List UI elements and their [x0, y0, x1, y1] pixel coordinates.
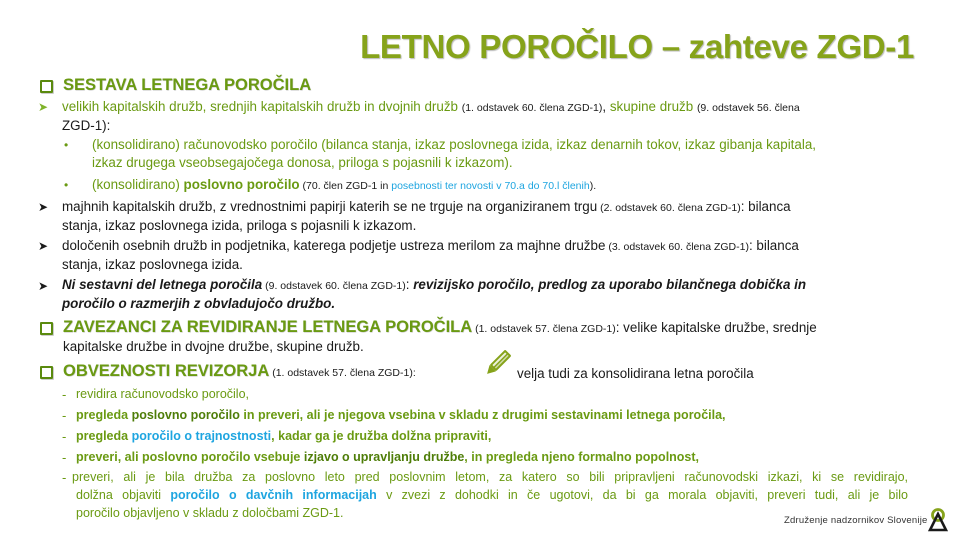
- checkbox-bullet-icon: [40, 366, 53, 379]
- punctuation: :: [405, 277, 414, 292]
- obveznost-pregleda-poslovno: [76, 408, 726, 422]
- legal-reference: (70. člen ZGD-1 in: [299, 180, 392, 192]
- legal-reference: (1. odstavek 57. člena ZGD-1):: [269, 367, 416, 379]
- checkbox-bullet-icon: [40, 80, 53, 93]
- item-text: majhnih kapitalskih družb, z vrednostnimi papirji katerih se ne trguje na organiziranem trgu: [62, 199, 598, 214]
- dash-bullet-icon: -: [62, 387, 67, 402]
- organization-logo-icon: [928, 508, 948, 532]
- item-text-end: : bilanca: [740, 199, 791, 214]
- item-text: , kadar ga je družba dolžna pripraviti,: [271, 429, 492, 443]
- bold-italic-text: revizijsko poročilo, predlog za uporabo bilančnega dobička in: [413, 277, 807, 292]
- section-obveznosti: [63, 362, 416, 381]
- legal-reference: (3. odstavek 60. člena ZGD-1): [605, 241, 749, 253]
- dash-bullet-icon: -: [62, 470, 67, 485]
- sub-item-poslovno-porocilo: [92, 177, 596, 192]
- list-item-osebne-druzbe-cont: stanja, izkaz poslovnega izida.: [62, 257, 243, 272]
- dash-bullet-icon: -: [62, 429, 67, 444]
- arrow-bullet-icon: ➤: [38, 100, 49, 114]
- item-text: dolžna objaviti: [76, 488, 171, 502]
- obveznost-revidira: revidira računovodsko poročilo,: [76, 387, 250, 401]
- obveznost-izjava-o-upravljanju: [76, 450, 699, 464]
- list-item-majhne-druzbe: [62, 199, 791, 214]
- item-text-skupine: skupine družb: [609, 99, 694, 114]
- list-item-ni-sestavni-del: [62, 277, 806, 292]
- obveznost-davcne-informacije-end: poročilo objavljeno v skladu z določbami ZGD-1.: [76, 506, 344, 520]
- list-item-osebne-druzbe: [62, 238, 799, 253]
- sub-item-racunovodsko-porocilo: (konsolidirano) računovodsko poročilo (bilanca stanja, izkaz poslovnega izida, izkaz denarnih tokov, izkaz gibanja kapitala,: [92, 137, 816, 152]
- obveznost-davcne-informacije: preveri, ali je bila družba za poslovno leto pred poslovnim letom, za katero so bili pripravljeni računovodski izkazi, ki se revidirajo,: [72, 470, 908, 484]
- section-zavezanci: [63, 318, 817, 337]
- section-zavezanci-cont: kapitalske družbe in dvojne družbe, skupine družb.: [63, 339, 364, 354]
- section-heading-zavezanci: ZAVEZANCI ZA REVIDIRANJE LETNEGA POROČILA: [63, 318, 473, 336]
- punctuation: ).: [589, 180, 597, 192]
- item-text: v zvezi z dohodki in če ugotovi, da bi ga morala objaviti, preveri tudi, ali je bilo: [376, 488, 909, 502]
- sub-item-racunovodsko-porocilo-cont: izkaz drugega vseobsegajočega donosa, priloga s pojasnili k izkazom).: [92, 155, 513, 170]
- legal-reference: (9. odstavek 60. člena ZGD-1): [262, 280, 406, 292]
- section-heading-obveznosti: OBVEZNOSTI REVIZORJA: [63, 362, 270, 380]
- bold-term: poslovno poročilo: [131, 408, 240, 422]
- arrow-bullet-icon: ➤: [38, 239, 49, 253]
- obveznost-davcne-informacije-cont: [76, 488, 908, 502]
- section-heading-sestava: SESTAVA LETNEGA POROČILA: [63, 76, 312, 94]
- link-porocilo-o-davcnih-informacijah[interactable]: poročilo o davčnih informacijah: [170, 488, 377, 502]
- arrow-bullet-icon: ➤: [38, 279, 49, 293]
- dot-bullet-icon: •: [64, 178, 69, 192]
- arrow-bullet-icon: ➤: [38, 200, 49, 214]
- item-text-end: : bilanca: [748, 238, 799, 253]
- link-porocilo-o-trajnostnosti[interactable]: poročilo o trajnostnosti: [131, 429, 272, 443]
- section-text: : velike kapitalske družbe, srednje: [615, 320, 817, 335]
- item-text: in preveri, ali je njegova vsebina v skladu z drugimi sestavinami letnega poročila,: [239, 408, 726, 422]
- legal-reference-continued: ZGD-1):: [62, 118, 111, 133]
- legal-reference: (9. odstavek 56. člena: [696, 102, 800, 114]
- legal-reference: (2. odstavek 60. člena ZGD-1): [597, 202, 741, 214]
- item-text: preveri, ali poslovno poročilo vsebuje: [76, 450, 304, 464]
- item-text: določenih osebnih družb in podjetnika, katerega podjetje ustreza merilom za majhne družbe: [62, 238, 606, 253]
- link-posebnosti[interactable]: posebnosti ter novosti v 70.a do 70.l členih: [391, 180, 590, 192]
- pencil-icon: [483, 350, 511, 378]
- obveznost-pregleda-trajnostnost: [76, 429, 491, 443]
- item-text: pregleda: [76, 429, 132, 443]
- legal-reference: (1. odstavek 57. člena ZGD-1): [472, 323, 616, 335]
- bold-italic-text: Ni sestavni del letnega poročila: [62, 277, 263, 292]
- item-text: (konsolidirano): [92, 177, 184, 192]
- dash-bullet-icon: -: [62, 408, 67, 423]
- item-text: pregleda: [76, 408, 132, 422]
- separator: ,: [602, 99, 610, 114]
- konsolidirana-note: velja tudi za konsolidirana letna poročila: [517, 366, 754, 381]
- slide-title: LETNO POROČILO – zahteve ZGD-1: [360, 28, 914, 65]
- list-item-velike-druzbe: [62, 99, 800, 114]
- list-item-majhne-druzbe-cont: stanja, izkaz poslovnega izida, priloga s pojasnili k izkazom.: [62, 218, 417, 233]
- item-text: , in pregleda njeno formalno popolnost,: [464, 450, 700, 464]
- dash-bullet-icon: -: [62, 450, 67, 465]
- item-text: velikih kapitalskih družb, srednjih kapitalskih družb in dvojnih družb: [62, 99, 458, 114]
- bold-term: poslovno poročilo: [183, 177, 300, 192]
- organization-name: Združenje nadzornikov Slovenije: [784, 515, 928, 526]
- legal-reference: (1. odstavek 60. člena ZGD-1): [461, 102, 603, 114]
- bold-italic-text: poročilo o razmerjih z obvladujočo družbo.: [62, 296, 336, 311]
- dot-bullet-icon: •: [64, 138, 69, 152]
- list-item-ni-sestavni-del-cont: [62, 296, 335, 311]
- checkbox-bullet-icon: [40, 322, 53, 335]
- bold-term: izjavo o upravljanju družbe: [303, 450, 465, 464]
